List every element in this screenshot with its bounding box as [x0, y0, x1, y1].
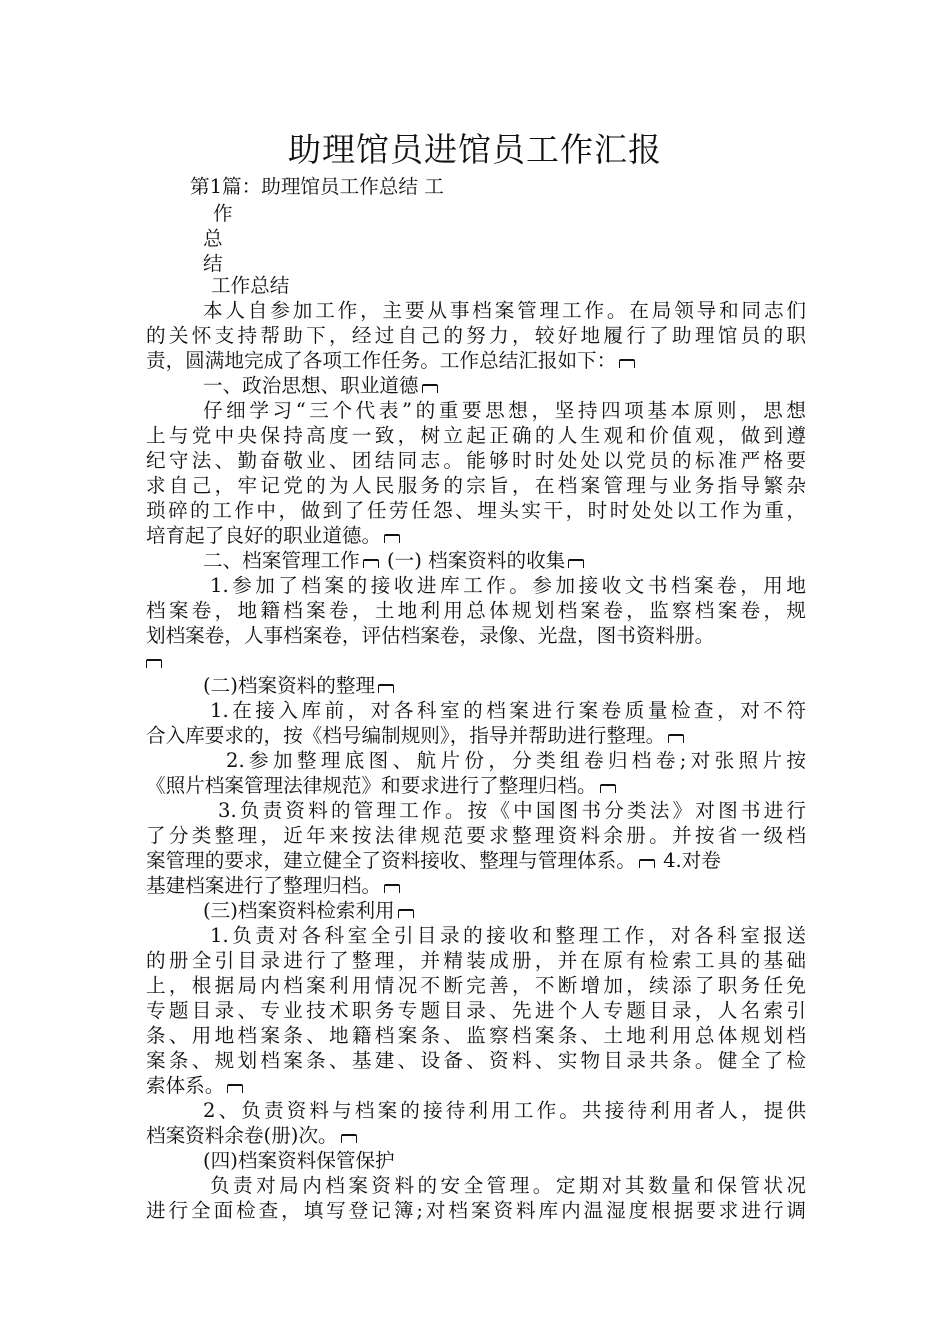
text-line: 划档案卷，人事档案卷，评估档案卷，录像、光盘，图书资料册。	[146, 624, 715, 647]
text-line: 1.参加了档案的接收进库工作。参加接收文书档案卷，用地	[210, 574, 806, 597]
paragraph-mark-icon	[600, 784, 616, 793]
text-line: (四)档案资料保管保护	[203, 1149, 395, 1172]
text-line: 本人自参加工作，主要从事档案管理工作。在局领导和同志们	[203, 299, 806, 322]
paragraph-mark-icon	[227, 1084, 243, 1093]
paragraph-mark-icon	[639, 859, 655, 868]
text-line: 的册全引目录进行了整理，并精装成册，并在原有检索工具的基础	[146, 949, 806, 972]
paragraph-mark-icon	[384, 534, 400, 543]
text-line: 合入库要求的，按《档号编制规则》，指导并帮助进行整理。	[146, 723, 806, 749]
document-title: 助理馆员进馆员工作汇报	[288, 130, 662, 169]
paragraph-mark-icon	[378, 684, 394, 693]
text-line	[146, 648, 806, 674]
paragraph-mark-icon	[384, 884, 400, 893]
text-line: 上，根据局内档案利用情况不断完善，不断增加，续添了职务任免	[146, 974, 806, 997]
text-line: 2.参加整理底图、航片份，分类组卷归档卷;对张照片按	[226, 749, 806, 772]
text-line: 档案卷，地籍档案卷，土地利用总体规划档案卷，监察档案卷，规	[146, 599, 806, 622]
text-line: (三)档案资料检索利用	[203, 898, 863, 924]
text-line: 专题目录、专业技术职务专题目录、先进个人专题目录，人名索引	[146, 999, 806, 1022]
paragraph-mark-icon	[619, 359, 635, 368]
text-line: 3.负责资料的管理工作。按《中国图书分类法》对图书进行	[218, 799, 806, 822]
text-line: 索体系。	[146, 1073, 806, 1099]
text-line: 工作总结	[211, 274, 290, 297]
text-line: 一、政治思想、职业道德	[203, 373, 863, 399]
text-line: 求自己，牢记党的为人民服务的宗旨，在档案管理与业务指导繁杂	[146, 474, 806, 497]
text-line: 结	[203, 252, 223, 275]
text-line: 进行全面检查，填写登记簿;对档案资料库内温湿度根据要求进行调	[146, 1199, 806, 1222]
text-line: 2、负责资料与档案的接待利用工作。共接待利用者人，提供	[203, 1099, 806, 1122]
text-line: 《照片档案管理法律规范》和要求进行了整理归档。	[146, 773, 806, 799]
paragraph-mark-icon	[422, 384, 438, 393]
text-line: (二)档案资料的整理	[203, 673, 863, 699]
text-line: 二、档案管理工作 (一) 档案资料的收集	[203, 548, 863, 574]
text-line: 条、用地档案条、地籍档案条、监察档案条、土地利用总体规划档	[146, 1024, 806, 1047]
text-line: 责，圆满地完成了各项工作任务。工作总结汇报如下：	[146, 348, 806, 374]
text-line: 作	[213, 202, 233, 225]
text-line: 总	[203, 227, 223, 250]
paragraph-mark-icon	[341, 1134, 357, 1143]
text-line: 纪守法、勤奋敬业、团结同志。能够时时处处以党员的标准严格要	[146, 449, 806, 472]
text-line: 上与党中央保持高度一致，树立起正确的人生观和价值观，做到遵	[146, 424, 806, 447]
text-line: 仔细学习“三个代表”的重要思想，坚持四项基本原则，思想	[203, 399, 806, 422]
text-line: 培育起了良好的职业道德。	[146, 523, 806, 549]
paragraph-mark-icon	[363, 559, 379, 568]
paragraph-mark-icon	[146, 659, 162, 668]
text-line: 琐碎的工作中，做到了任劳任怨、埋头实干，时时处处以工作为重，	[146, 499, 806, 522]
text-line: 负责对局内档案资料的安全管理。定期对其数量和保管状况	[210, 1174, 806, 1197]
text-line: 基建档案进行了整理归档。	[146, 873, 806, 899]
paragraph-mark-icon	[568, 559, 584, 568]
text-line: 的关怀支持帮助下，经过自己的努力，较好地履行了助理馆员的职	[146, 324, 806, 347]
text-line: 了分类整理，近年来按法律规范要求整理资料余册。并按省一级档	[146, 824, 806, 847]
text-line: 档案资料余卷(册)次。	[146, 1123, 806, 1149]
section-heading: 第1篇：助理馆员工作总结 工	[190, 175, 444, 198]
text-line: 1.负责对各科室全引目录的接收和整理工作，对各科室报送	[210, 924, 806, 947]
text-line: 案管理的要求，建立健全了资料接收、整理与管理体系。 4.对卷	[146, 849, 721, 872]
paragraph-mark-icon	[668, 734, 684, 743]
text-line: 1.在接入库前，对各科室的档案进行案卷质量检查，对不符	[210, 699, 806, 722]
text-line: 案条、规划档案条、基建、设备、资料、实物目录共条。健全了检	[146, 1049, 806, 1072]
paragraph-mark-icon	[398, 909, 414, 918]
